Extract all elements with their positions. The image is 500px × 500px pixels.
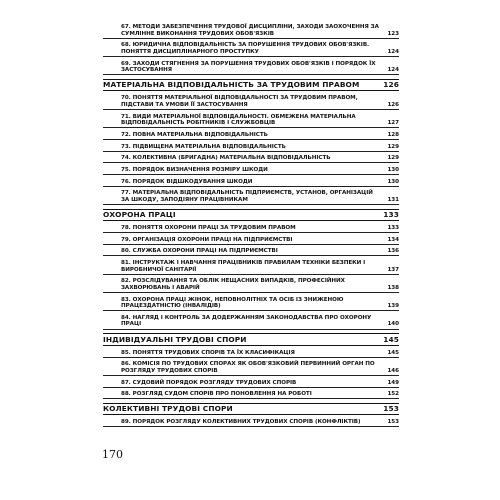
entry-title: 76. ПОРЯДОК ВІДШКОДУВАННЯ ШКОДИ [121, 178, 253, 185]
toc-entry[interactable] [103, 237, 399, 245]
toc-entry[interactable] [103, 380, 399, 388]
table-of-contents [103, 24, 399, 431]
page-ref: 138 [387, 284, 399, 291]
page-ref: 126 [387, 101, 399, 108]
entry-title: 84. НАГЛЯД І КОНТРОЛЬ ЗА ДОДЕРЖАННЯМ ЗАКОНОДАВСТВА ПРО ОХОРОНУ ПРАЦІ [121, 314, 372, 328]
entry-title: 83. ОХОРОНА ПРАЦІ ЖІНОК, НЕПОВНОЛІТНІХ ТА ОСІБ ІЗ ЗНИЖЕНОЮ ПРАЦЕЗДАТНІСТЮ (ІНВАЛІДІВ) [121, 296, 344, 310]
toc-section-heading[interactable] [103, 209, 399, 221]
page-ref: 153 [383, 404, 399, 414]
entry-title: 80. СЛУЖБА ОХОРОНИ ПРАЦІ НА ПІДПРИЄМСТВІ [121, 248, 278, 255]
entry-title: 77. МАТЕРІАЛЬНА ВІДПОВІДАЛЬНІСТЬ ПІДПРИЄМСТВ, УСТАНОВ, ОРГАНІЗАЦІЙ ЗА ШКОДУ, ЗАПОДІЯНУ ПРАЦІВНИКАМ [121, 190, 373, 203]
page-ref: 133 [383, 210, 399, 220]
entry-title: 87. СУДОВИЙ ПОРЯДОК РОЗГЛЯДУ ТРУДОВИХ СПОРІВ [121, 379, 297, 386]
section-title: КОЛЕКТИВНІ ТРУДОВІ СПОРИ [103, 404, 233, 414]
page-ref: 130 [387, 166, 399, 173]
toc-entry[interactable] [103, 315, 399, 330]
entry-title: 70. ПОНЯТТЯ МАТЕРІАЛЬНОЇ ВІДПОВІДАЛЬНОСТІ ЗА ТРУДОВИМ ПРАВОМ, ПІДСТАВИ ТА УМОВИ ЇЇ ЗАСТОСУВАННЯ [121, 95, 358, 108]
page-ref: 128 [387, 131, 399, 138]
page-ref: 129 [387, 155, 399, 162]
entry-title: 68. ЮРИДИЧНА ВІДПОВІДАЛЬНІСТЬ ЗА ПОРУШЕННЯ ТРУДОВИХ ОБОВ'ЯЗКІВ. ПОНЯТТЯ ДИСЦИПЛІНАРНОГО ПРОСТУПКУ [121, 42, 370, 55]
toc-entry[interactable] [103, 114, 399, 129]
toc-section-heading[interactable] [103, 403, 399, 415]
entry-title: 73. ПІДВИЩЕНА МАТЕРІАЛЬНА ВІДПОВІДАЛЬНІСТЬ [121, 143, 286, 150]
page-ref: 126 [383, 80, 399, 90]
toc-entry[interactable] [103, 278, 399, 293]
toc-entry[interactable] [103, 179, 399, 187]
section-title: ІНДИВІДУАЛЬНІ ТРУДОВІ СПОРИ [103, 334, 247, 344]
toc-entry[interactable] [103, 155, 399, 163]
section-title: МАТЕРІАЛЬНА ВІДПОВІДАЛЬНІСТЬ ЗА ТРУДОВИМ ПРАВОМ [103, 80, 360, 90]
entry-title: 88. РОЗГЛЯД СУДОМ СПОРІВ ПРО ПОНОВЛЕННЯ НА РОБОТІ [121, 391, 312, 398]
toc-entry[interactable] [103, 167, 399, 175]
toc-entry[interactable] [103, 95, 399, 110]
toc-entry[interactable] [103, 42, 399, 57]
page-ref: 145 [387, 349, 399, 356]
page-ref: 124 [387, 48, 399, 55]
entry-title: 72. ПОВНА МАТЕРІАЛЬНА ВІДПОВІДАЛЬНІСТЬ [121, 131, 268, 138]
page-ref: 123 [387, 30, 399, 37]
page-ref: 133 [387, 224, 399, 231]
entry-title: 71. ВИДИ МАТЕРІАЛЬНОЇ ВІДПОВІДАЛЬНОСТІ. ОБМЕЖЕНА МАТЕРІАЛЬНА ВІДПОВІДАЛЬНІСТЬ РОБІТНИКІВ І СЛУЖБОВЦІВ [121, 113, 356, 127]
toc-entry[interactable] [103, 144, 399, 152]
toc-entry[interactable] [103, 419, 399, 427]
toc-entry[interactable] [103, 132, 399, 140]
page-ref: 136 [387, 248, 399, 255]
entry-title: 78. ПОНЯТТЯ ОХОРОНИ ПРАЦІ ЗА ТРУДОВИМ ПРАВОМ [121, 224, 296, 231]
toc-entry[interactable] [103, 248, 399, 256]
page-ref: 139 [387, 303, 399, 310]
page-ref: 124 [387, 67, 399, 74]
toc-entry[interactable] [103, 361, 399, 376]
page-ref: 130 [387, 178, 399, 185]
toc-entry[interactable] [103, 61, 399, 76]
page-number: 170 [102, 448, 123, 461]
page-ref: 127 [387, 120, 399, 127]
toc-section-heading[interactable] [103, 79, 399, 91]
page-ref: 153 [387, 419, 399, 426]
toc-entry[interactable] [103, 260, 399, 275]
toc-entry[interactable] [103, 391, 399, 399]
toc-section-heading[interactable] [103, 333, 399, 345]
entry-title: 67. МЕТОДИ ЗАБЕЗПЕЧЕННЯ ТРУДОВОЇ ДИСЦИПЛІНИ, ЗАХОДИ ЗАОХОЧЕННЯ ЗА СУМЛІННЕ ВИКОНАННЯ ТРУДОВИХ ОБОВ'ЯЗКІВ [121, 24, 379, 37]
entry-title: 89. ПОРЯДОК РОЗГЛЯДУ КОЛЕКТИВНИХ ТРУДОВИХ СПОРІВ (КОНФЛІКТІВ) [121, 419, 361, 426]
page-ref: 131 [387, 196, 399, 203]
entry-title: 82. РОЗСЛІДУВАННЯ ТА ОБЛІК НЕЩАСНИХ ВИПАДКІВ, ПРОФЕСІЙНИХ ЗАХВОРЮВАНЬ І АВАРІЙ [121, 278, 345, 291]
entry-title: 75. ПОРЯДОК ВИЗНАЧЕННЯ РОЗМІРУ ШКОДИ [121, 166, 268, 173]
page-ref: 145 [383, 334, 399, 344]
page-ref: 152 [387, 391, 399, 398]
entry-title: 81. ІНСТРУКТАЖ І НАВЧАННЯ ПРАЦІВНИКІВ ПРАВИЛАМ ТЕХНІКИ БЕЗПЕКИ І ВИРОБНИЧОЇ САНІТАРІЇ [121, 260, 366, 273]
page-ref: 134 [387, 236, 399, 243]
toc-entry[interactable] [103, 350, 399, 358]
toc-entry[interactable] [103, 225, 399, 233]
entry-title: 85. ПОНЯТТЯ ТРУДОВИХ СПОРІВ ТА ЇХ КЛАСИФІКАЦІЯ [121, 349, 295, 356]
page-ref: 140 [387, 321, 399, 328]
page-ref: 146 [387, 367, 399, 374]
toc-entry[interactable] [103, 190, 399, 205]
entry-title: 74. КОЛЕКТИВНА (БРИГАДНА) МАТЕРІАЛЬНА ВІДПОВІДАЛЬНІСТЬ [121, 155, 331, 162]
page-ref: 149 [387, 379, 399, 386]
page-ref: 129 [387, 143, 399, 150]
entry-title: 69. ЗАХОДИ СТЯГНЕННЯ ЗА ПОРУШЕННЯ ТРУДОВИХ ОБОВ'ЯЗКІВ І ПОРЯДОК ЇХ ЗАСТОСУВАННЯ [121, 60, 376, 74]
toc-entry[interactable] [103, 24, 399, 39]
entry-title: 86. КОМІСІЯ ПО ТРУДОВИХ СПОРАХ ЯК ОБОВ'ЯЗКОВИЙ ПЕРВИННИЙ ОРГАН ПО РОЗГЛЯДУ ТРУДОВИХ СПОРІВ [121, 361, 375, 374]
entry-title: 79. ОРГАНІЗАЦІЯ ОХОРОНИ ПРАЦІ НА ПІДПРИЄМСТВІ [121, 236, 293, 243]
section-title: ОХОРОНА ПРАЦІ [103, 210, 176, 220]
page-ref: 137 [387, 266, 399, 273]
toc-entry[interactable] [103, 297, 399, 312]
